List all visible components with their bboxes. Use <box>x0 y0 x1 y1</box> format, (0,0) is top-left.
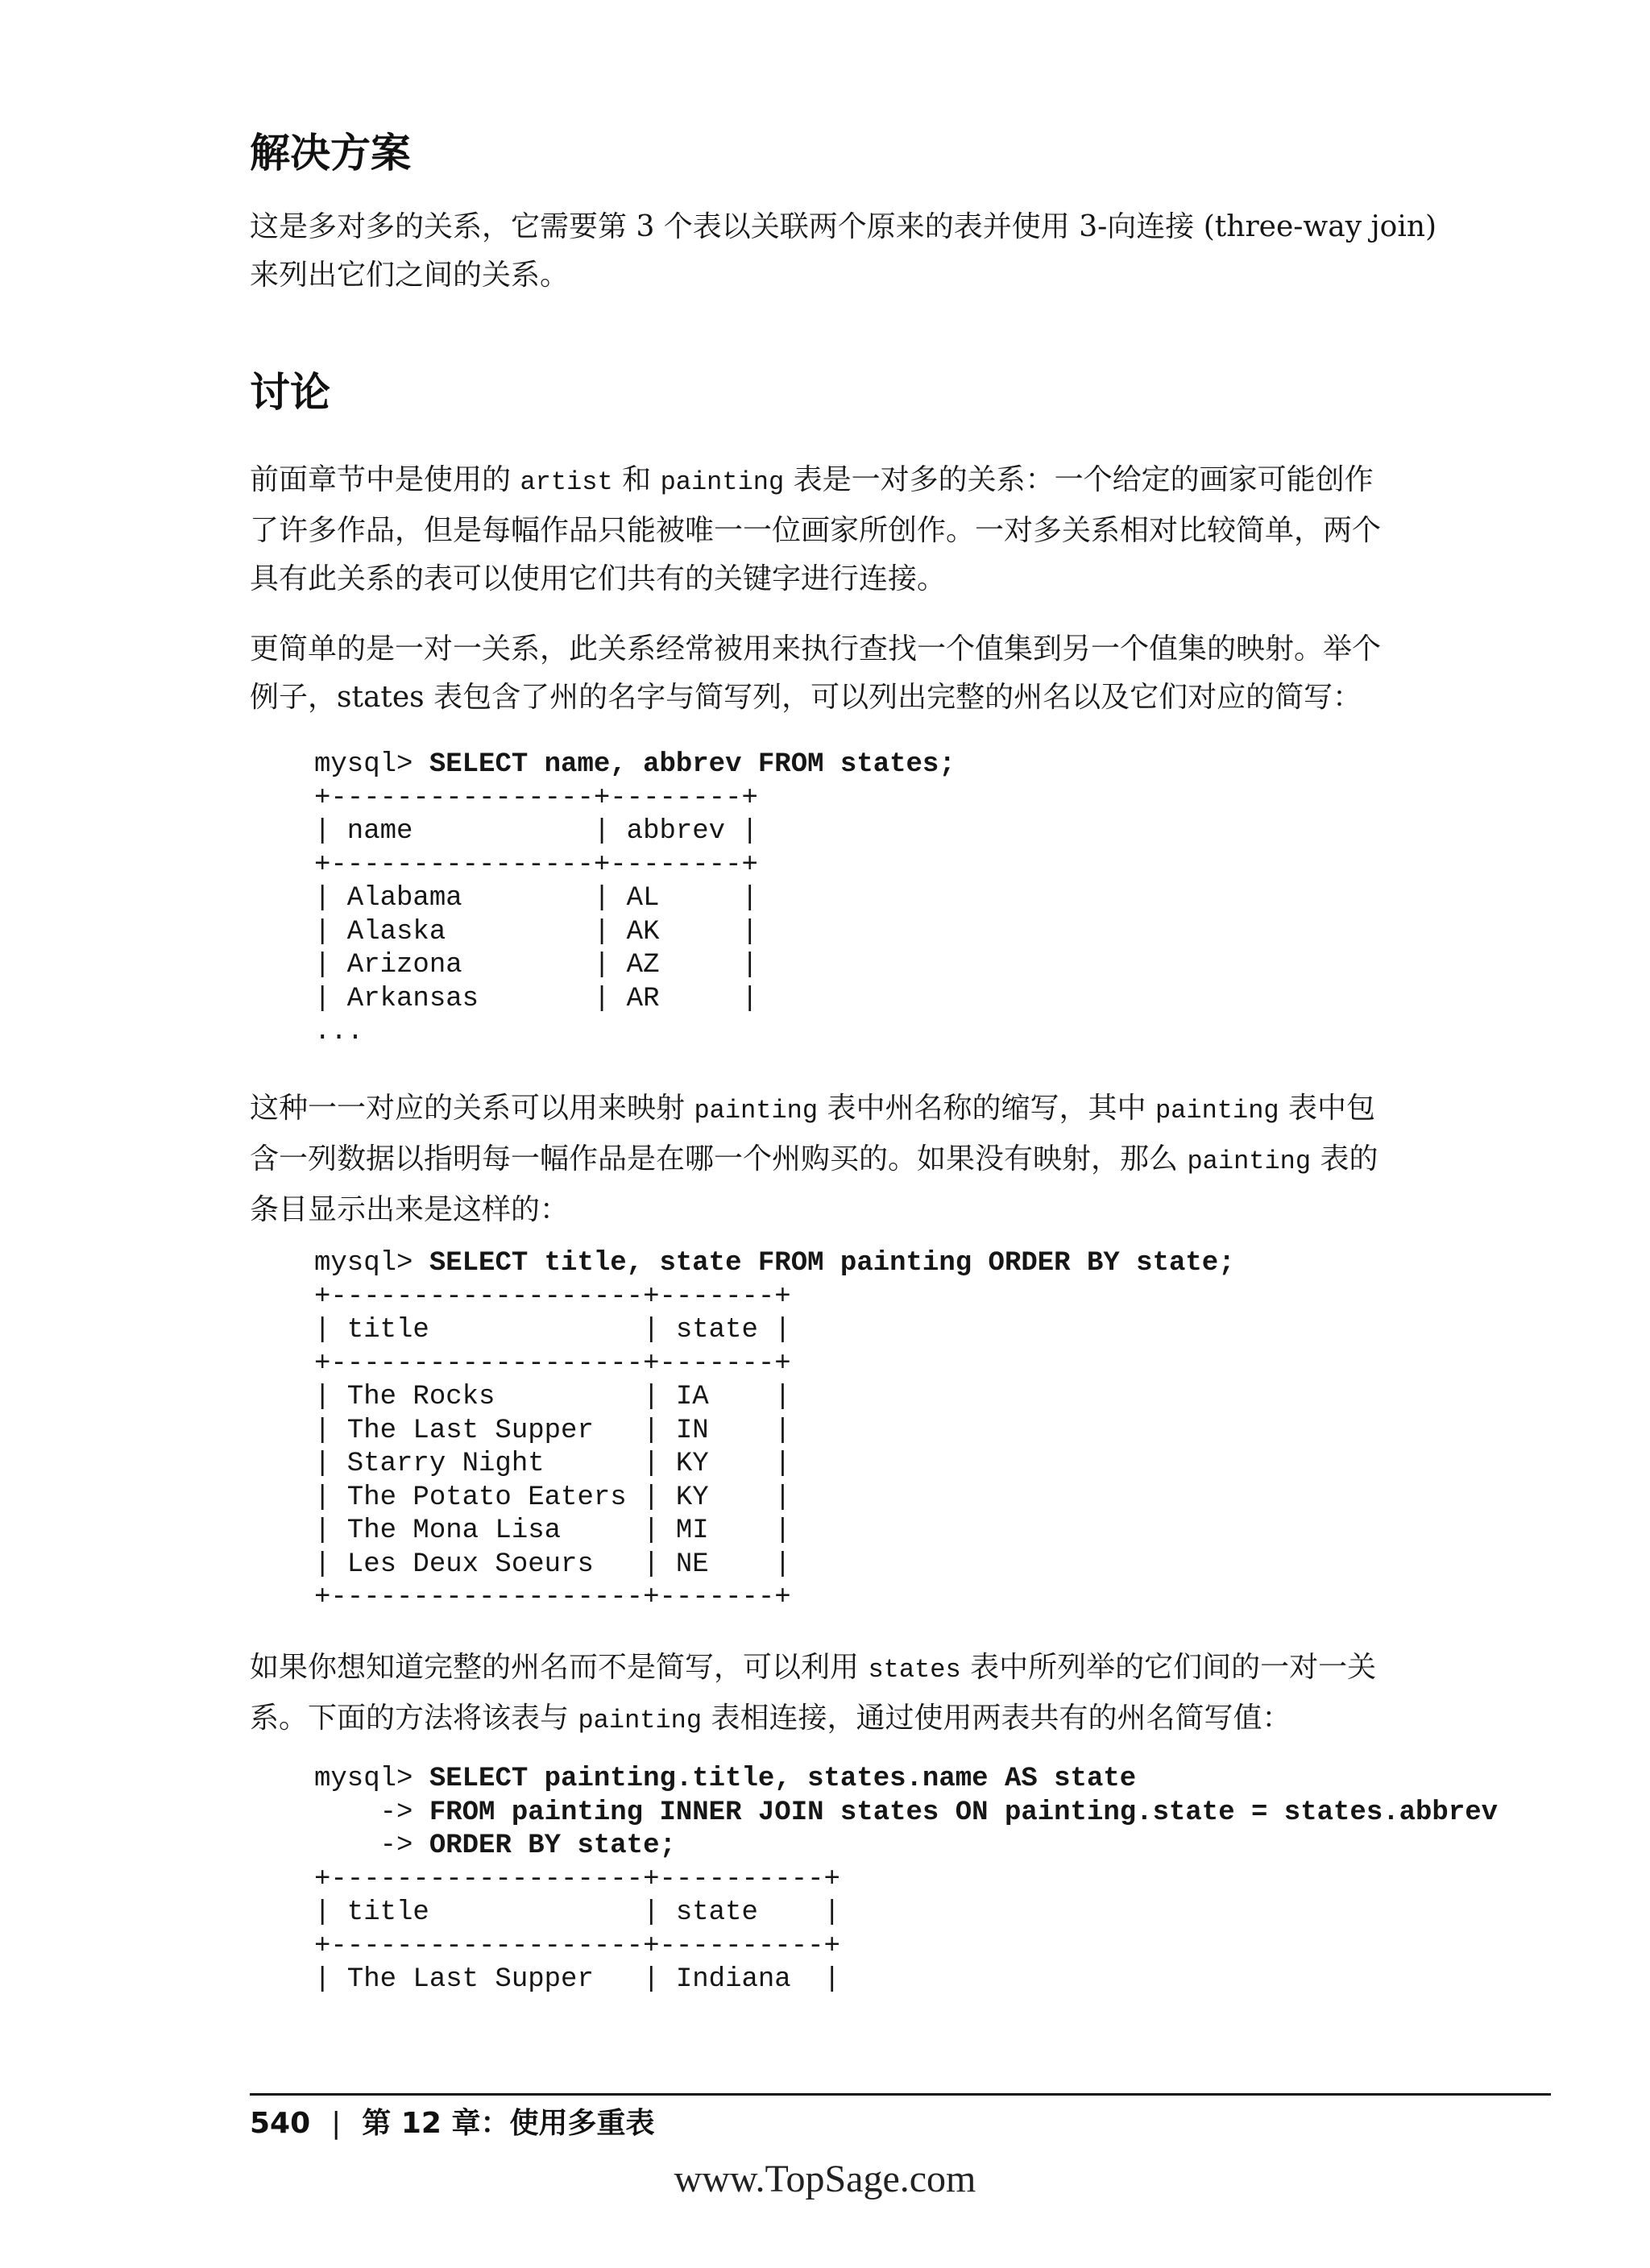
result-line: | Starry Night | KY | <box>314 1449 791 1479</box>
result-line: +----------------+--------+ <box>314 782 758 814</box>
result-line: | The Last Supper | IN | <box>314 1415 791 1446</box>
discussion-paragraph-2 <box>250 625 1523 722</box>
inline-code: artist <box>520 467 613 497</box>
result-line: | Arizona | AZ | <box>314 950 758 981</box>
result-line: +-------------------+-------+ <box>314 1348 791 1379</box>
inline-code: painting <box>578 1706 703 1735</box>
text-line: 更简单的是一对一关系，此关系经常被用来执行查找一个值集到另一个值集的映射。举个 <box>250 632 1382 665</box>
section-heading-solution: 解决方案 <box>250 130 411 176</box>
page-footer <box>250 2100 654 2148</box>
text-run: 表是一对多的关系：一个给定的画家可能创作 <box>784 463 1374 496</box>
text-line: 例子，states 表包含了州的名字与简写列，可以列出完整的州名以及它们对应的简写： <box>250 681 1362 714</box>
text-line <box>250 1644 1523 1694</box>
sql-command: SELECT painting.title, states.name AS state <box>429 1764 1137 1794</box>
text-line <box>250 456 1523 507</box>
text-run: 前面章节中是使用的 <box>250 463 520 496</box>
result-line: | Alabama | AL | <box>314 883 758 914</box>
result-line: | The Rocks | IA | <box>314 1382 791 1412</box>
text-run: 含一列数据以指明每一幅作品是在哪一个州购买的。如果没有映射，那么 <box>250 1142 1188 1175</box>
solution-paragraph <box>250 203 1523 300</box>
footer-rule <box>250 2093 1551 2096</box>
code-block-states <box>314 748 956 1050</box>
inline-code: painting <box>660 467 785 497</box>
code-block-join <box>314 1763 1498 1997</box>
text-run: 这种一一对应的关系可以用来映射 <box>250 1092 694 1125</box>
sql-continuation-prompt: -> <box>314 1797 429 1828</box>
page-number: 540 <box>250 2107 311 2140</box>
text-run: 表中州名称的缩写，其中 <box>818 1092 1155 1125</box>
result-line: +-------------------+----------+ <box>314 1864 840 1895</box>
text-line: 条目显示出来是这样的： <box>250 1193 570 1226</box>
sql-command: FROM painting INNER JOIN states ON painting.state = states.abbrev <box>429 1797 1499 1828</box>
inline-code: states <box>868 1655 961 1685</box>
discussion-paragraph-1 <box>250 456 1523 603</box>
result-line: +-------------------+----------+ <box>314 1930 840 1962</box>
sql-continuation-prompt: -> <box>314 1831 429 1861</box>
result-line: | The Potato Eaters | KY | <box>314 1482 791 1513</box>
sql-command: ORDER BY state; <box>429 1831 676 1861</box>
result-line: | The Last Supper | Indiana | <box>314 1964 840 1995</box>
text-line: 来列出它们之间的关系。 <box>250 259 570 292</box>
text-run: 表中包 <box>1279 1092 1376 1125</box>
sql-command: SELECT title, state FROM painting ORDER BY state; <box>429 1248 1235 1279</box>
inline-code: painting <box>1155 1096 1279 1126</box>
text-run: 如果你想知道完整的州名而不是简写，可以利用 <box>250 1651 869 1684</box>
footer-separator: | <box>331 2107 342 2140</box>
text-run: 表中所列举的它们间的一对一关 <box>960 1651 1377 1684</box>
sql-prompt: mysql> <box>314 1248 429 1279</box>
text-run: 和 <box>612 463 661 496</box>
text-line: 这是多对多的关系，它需要第 3 个表以关联两个原来的表并使用 3-向连接 (three-way join) <box>250 210 1437 243</box>
text-run: 系。下面的方法将该表与 <box>250 1702 578 1735</box>
result-line: | title | state | <box>314 1315 791 1345</box>
inline-code: painting <box>1187 1146 1312 1176</box>
result-line: ... <box>314 1017 364 1047</box>
sql-command: SELECT name, abbrev FROM states; <box>429 749 956 780</box>
text-line: 了许多作品，但是每幅作品只能被唯一一位画家所创作。一对多关系相对比较简单，两个 <box>250 514 1382 547</box>
sql-prompt: mysql> <box>314 749 429 780</box>
inline-code: painting <box>694 1096 819 1126</box>
text-line <box>250 1694 1523 1745</box>
result-line: +-------------------+-------+ <box>314 1281 791 1312</box>
result-line: | Alaska | AK | <box>314 916 758 947</box>
discussion-paragraph-4 <box>250 1644 1523 1745</box>
site-watermark: www.TopSage.com <box>674 2158 976 2200</box>
result-line: +-------------------+-------+ <box>314 1582 791 1613</box>
result-line: +----------------+--------+ <box>314 849 758 881</box>
section-heading-discussion: 讨论 <box>250 369 330 416</box>
text-run: 表的 <box>1311 1142 1378 1175</box>
result-line: | Les Deux Soeurs | NE | <box>314 1549 791 1580</box>
result-line: | title | state | <box>314 1897 840 1928</box>
result-line: | The Mona Lisa | MI | <box>314 1515 791 1546</box>
code-block-painting <box>314 1247 1235 1615</box>
text-line: 具有此关系的表可以使用它们共有的关键字进行连接。 <box>250 562 947 595</box>
text-line <box>250 1135 1523 1186</box>
text-line <box>250 1084 1523 1135</box>
text-run: 表相连接，通过使用两表共有的州名简写值： <box>702 1702 1291 1735</box>
sql-prompt: mysql> <box>314 1764 429 1794</box>
chapter-title: 第 12 章：使用多重表 <box>362 2107 655 2140</box>
result-line: | name | abbrev | <box>314 816 758 847</box>
result-line: | Arkansas | AR | <box>314 983 758 1014</box>
discussion-paragraph-3 <box>250 1084 1523 1234</box>
